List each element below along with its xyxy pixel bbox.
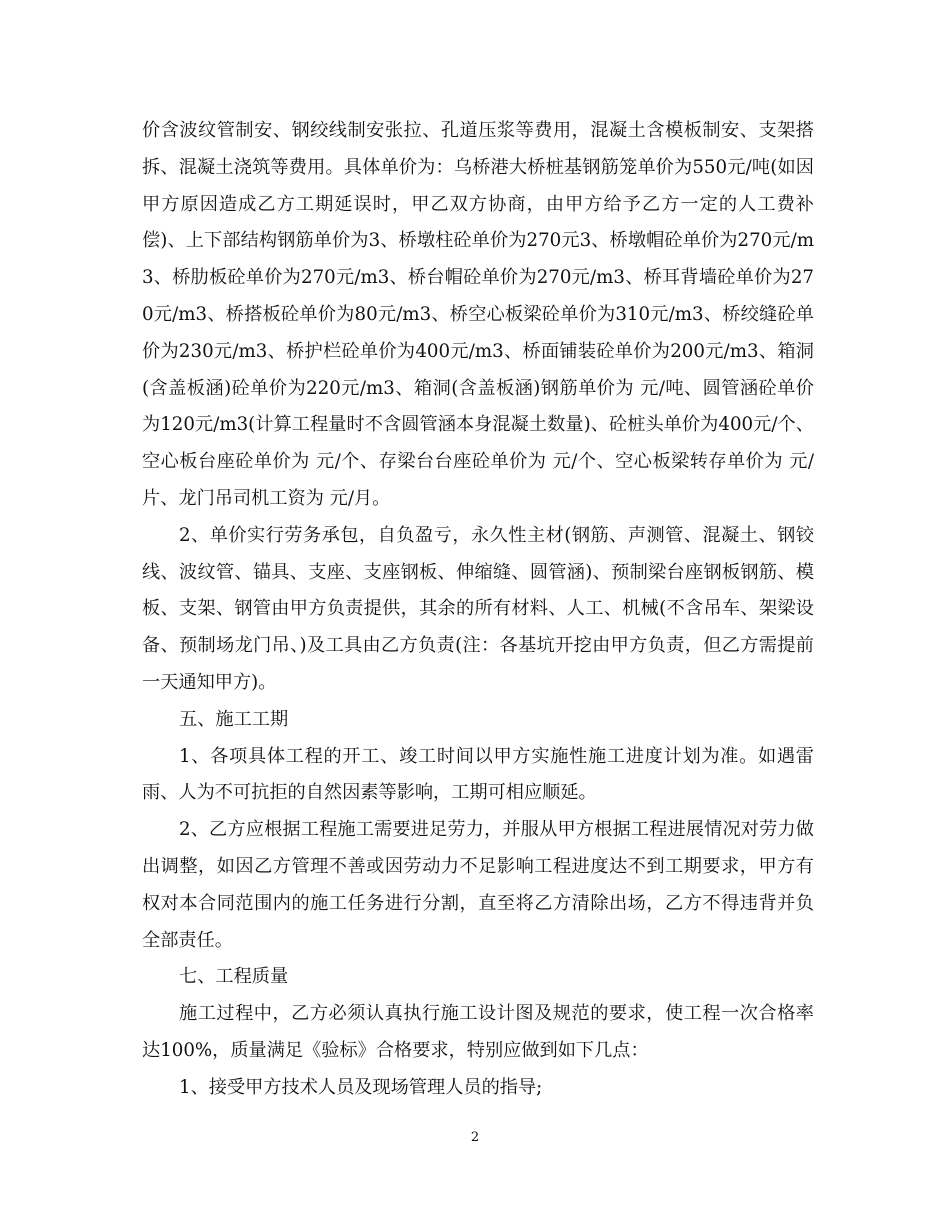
page-number: 2 xyxy=(470,1130,480,1145)
paragraph-unit-prices: 价含波纹管制安、钢绞线制安张拉、孔道压浆等费用，混凝土含模板制安、支架搭拆、混凝土浇筑等费用。具体单价为：乌桥港大桥桩基钢筋笼单价为550元/吨(如因甲方原因造成乙方工期延误时，甲乙双方协商，由甲方给予乙方一定的人工费补偿)、上下部结构钢筋单价为3、桥墩柱砼单价为270元3、桥墩帽砼单价为270元/m3、桥肋板砼单价为270元/m3、桥台帽砼单价为270元/m3、桥耳背墙砼单价为270元/m3、桥搭板砼单价为80元/m3、桥空心板梁砼单价为310元/m3、桥绞缝砼单价为230元/m3、桥护栏砼单价为400元/m3、桥面铺装砼单价为200元/m3、箱洞(含盖板涵)砼单价为220元/m3、箱洞(含盖板涵)钢筋单价为 元/吨、圆管涵砼单价为120元/m3(计算工程量时不含圆管涵本身混凝土数量)、砼桩头单价为400元/个、空心板台座砼单价为 元/个、存梁台台座砼单价为 元/个、空心板梁转存单价为 元/片、龙门吊司机工资为 元/月。 xyxy=(142,120,814,509)
document-body xyxy=(142,113,814,1107)
paragraph-schedule-2: 2、乙方应根据工程施工需要进足劳力，并服从甲方根据工程进展情况对劳力做出调整，如因乙方管理不善或因劳动力不足影响工程进度达不到工期要求，甲方有权对本合同范围内的施工任务进行分割，直至将乙方清除出场，乙方不得违背并负全部责任。 xyxy=(142,819,814,951)
section-heading-quality: 七、工程质量 xyxy=(179,966,289,988)
paragraph-labor-contract: 2、单价实行劳务承包，自负盈亏，永久性主材(钢筋、声测管、混凝土、钢铰线、波纹管、锚具、支座、支座钢板、伸缩缝、圆管涵)、预制梁台座钢板钢筋、模板、支架、钢管由甲方负责提供，其余的所有材料、人工、机械(不含吊车、架梁设备、预制场龙门吊、)及工具由乙方负责(注：各基坑开挖由甲方负责，但乙方需提前一天通知甲方)。 xyxy=(142,524,814,693)
paragraph-quality-1: 1、接受甲方技术人员及现场管理人员的指导; xyxy=(179,1076,543,1098)
paragraph-quality-intro: 施工过程中，乙方必须认真执行施工设计图及规范的要求，使工程一次合格率达100%，质量满足《验标》合格要求，特别应做到如下几点： xyxy=(142,1003,814,1061)
section-heading-schedule: 五、施工工期 xyxy=(179,708,289,730)
paragraph-schedule-1: 1、各项具体工程的开工、竣工时间以甲方实施性施工进度计划为准。如遇雷雨、人为不可抗拒的自然因素等影响，工期可相应顺延。 xyxy=(142,745,814,804)
